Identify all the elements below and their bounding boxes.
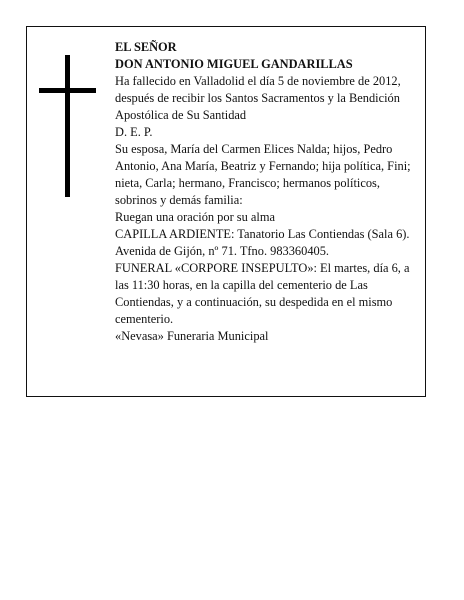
deceased-name: DON ANTONIO MIGUEL GANDARILLAS [115, 57, 353, 71]
cross-icon [39, 55, 95, 197]
cross-horizontal-bar [39, 88, 96, 93]
obituary-text [115, 39, 421, 345]
rip-line: D. E. P. [115, 125, 153, 139]
chapel-info: CAPILLA ARDIENTE: Tanatorio Las Contiendas (Sala 6). Avenida de Gijón, nº 71. Tfno. 983360405. [115, 227, 410, 258]
funeral-info: FUNERAL «CORPORE INSEPULTO»: El martes, día 6, a las 11:30 horas, en la capilla del cementerio de Las Contiendas, y a continuación, su despedida en el mismo cementerio. [115, 261, 410, 326]
family-list: Su esposa, María del Carmen Elices Nalda; hijos, Pedro Antonio, Ana María, Beatriz y Fernando; hija política, Fini; nieta, Carla; hermano, Francisco; hermanos políticos, sobrinos y demás familia: [115, 142, 411, 207]
prayer-request: Ruegan una oración por su alma [115, 210, 275, 224]
death-announcement: Ha fallecido en Valladolid el día 5 de noviembre de 2012, después de recibir los Santos Sacramentos y la Bendición Apostólica de Su Santidad [115, 74, 401, 122]
deceased-title: EL SEÑOR [115, 40, 177, 54]
cross-vertical-bar [65, 55, 70, 197]
funeral-home: «Nevasa» Funeraria Municipal [115, 329, 269, 343]
obituary-notice [26, 26, 426, 397]
